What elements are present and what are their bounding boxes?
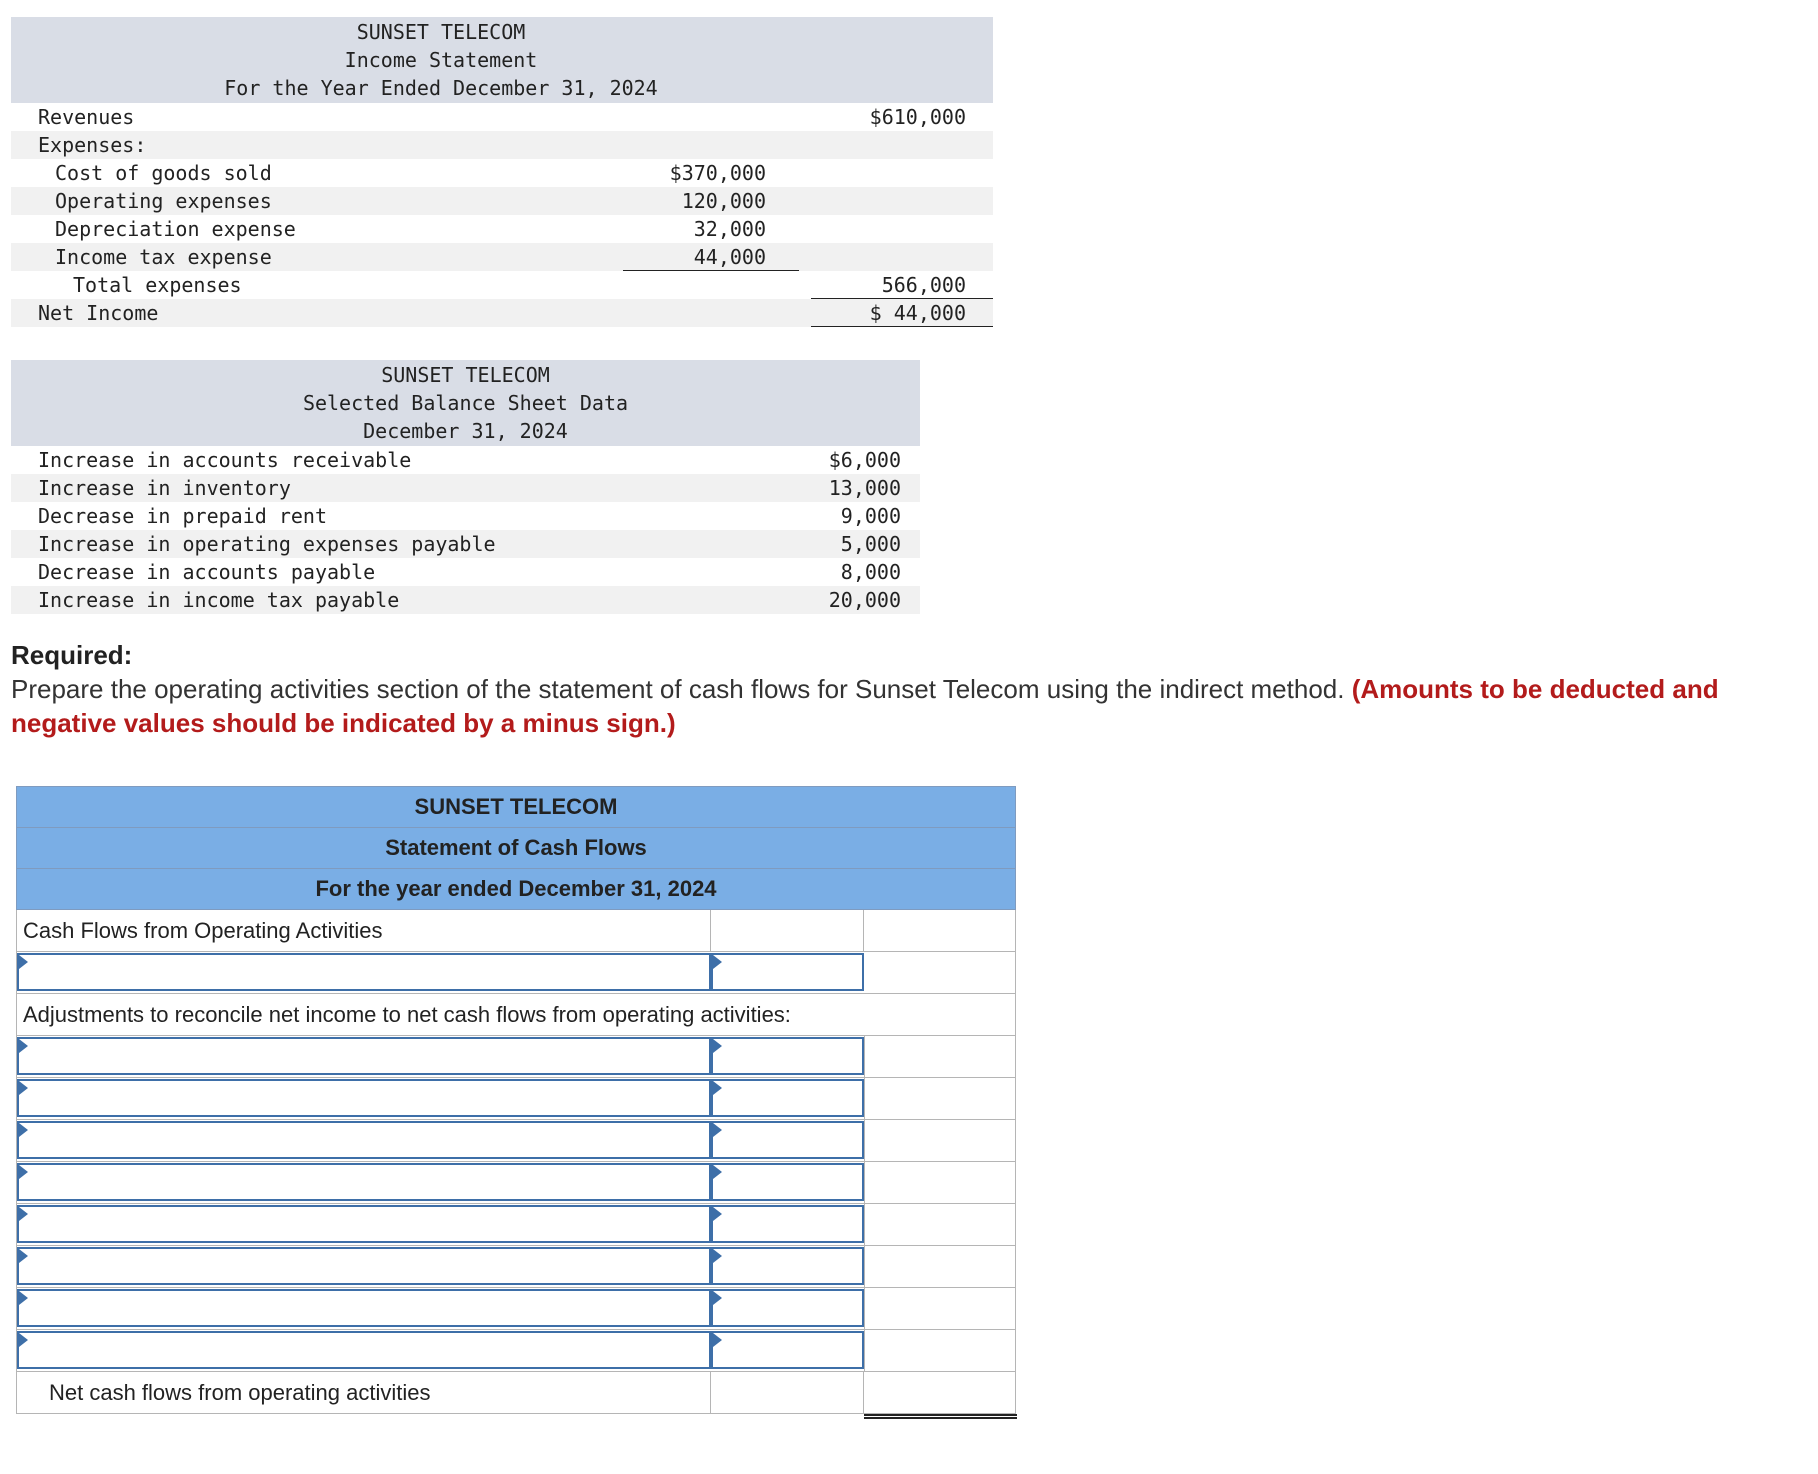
amount-input[interactable] bbox=[711, 1247, 864, 1285]
dropdown-arrow-icon bbox=[713, 1249, 722, 1263]
balance-sheet-table bbox=[11, 360, 920, 614]
required-text: Prepare the operating activities section of the statement of cash flows for Sunset Telecom using the indirect method. bbox=[11, 674, 1345, 704]
input-row bbox=[16, 1246, 1016, 1288]
required-note: (Amounts to be deducted and negative values should be indicated by a minus sign.) bbox=[11, 674, 1719, 738]
balance-sheet-header bbox=[11, 360, 920, 446]
dropdown-arrow-icon bbox=[19, 1249, 28, 1263]
net-income-value: $ 44,000 bbox=[869, 301, 966, 325]
dropdown-arrow-icon bbox=[713, 1165, 722, 1179]
expense-label: Cost of goods sold bbox=[55, 161, 272, 185]
dropdown-arrow-icon bbox=[713, 1123, 722, 1137]
balance-item-value: 5,000 bbox=[840, 532, 901, 556]
dropdown-arrow-icon bbox=[19, 955, 28, 969]
dropdown-arrow-icon bbox=[19, 1039, 28, 1053]
net-income-row bbox=[11, 299, 993, 327]
expense-label: Operating expenses bbox=[55, 189, 272, 213]
income-statement-title: Income Statement bbox=[344, 48, 538, 72]
income-statement-period: For the Year Ended December 31, 2024 bbox=[224, 76, 658, 100]
input-row bbox=[16, 1120, 1016, 1162]
required-title: Required: bbox=[11, 640, 133, 670]
input-row bbox=[16, 1204, 1016, 1246]
net-income-label: Net Income bbox=[38, 301, 159, 325]
input-row bbox=[16, 952, 1016, 994]
balance-item-value: 13,000 bbox=[828, 476, 901, 500]
income-statement-table bbox=[11, 17, 993, 327]
balance-item-row bbox=[11, 558, 920, 586]
revenues-value: $610,000 bbox=[869, 105, 966, 129]
total-expenses-row bbox=[11, 271, 993, 299]
input-row bbox=[16, 1036, 1016, 1078]
dropdown-arrow-icon bbox=[19, 1123, 28, 1137]
balance-sheet-company: SUNSET TELECOM bbox=[381, 363, 550, 387]
dropdown-arrow-icon bbox=[19, 1207, 28, 1221]
balance-item-row bbox=[11, 530, 920, 558]
account-select[interactable] bbox=[17, 1079, 711, 1117]
worksheet-title: Statement of Cash Flows bbox=[16, 828, 1016, 869]
balance-item-label: Increase in accounts receivable bbox=[38, 448, 412, 472]
dropdown-arrow-icon bbox=[19, 1333, 28, 1347]
net-income-rule bbox=[811, 326, 993, 327]
balance-item-label: Increase in operating expenses payable bbox=[38, 532, 496, 556]
required-instructions bbox=[11, 638, 1801, 740]
worksheet-company: SUNSET TELECOM bbox=[16, 786, 1016, 828]
dropdown-arrow-icon bbox=[713, 1207, 722, 1221]
income-statement-company: SUNSET TELECOM bbox=[356, 20, 526, 44]
account-select[interactable] bbox=[17, 1247, 711, 1285]
dropdown-arrow-icon bbox=[713, 1081, 722, 1095]
dropdown-arrow-icon bbox=[713, 1039, 722, 1053]
amount-input[interactable] bbox=[711, 1121, 864, 1159]
input-row bbox=[16, 1330, 1016, 1372]
expense-row bbox=[11, 243, 993, 271]
income-statement-header bbox=[11, 17, 993, 103]
dropdown-arrow-icon bbox=[19, 1291, 28, 1305]
input-row bbox=[16, 1078, 1016, 1120]
dropdown-arrow-icon bbox=[713, 1333, 722, 1347]
balance-item-label: Decrease in prepaid rent bbox=[38, 504, 327, 528]
cash-flow-worksheet bbox=[16, 786, 1016, 1414]
input-row bbox=[16, 1162, 1016, 1204]
balance-item-label: Increase in inventory bbox=[38, 476, 291, 500]
expense-value: $370,000 bbox=[669, 161, 766, 185]
section-label: Cash Flows from Operating Activities bbox=[23, 918, 383, 943]
expense-row bbox=[11, 215, 993, 243]
double-underline bbox=[864, 1414, 1017, 1419]
total-amount-cell[interactable] bbox=[864, 1372, 1017, 1413]
required-body bbox=[11, 672, 1801, 740]
amount-input[interactable] bbox=[711, 1205, 864, 1243]
amount-input[interactable] bbox=[711, 1331, 864, 1369]
adjustments-label-row bbox=[16, 994, 1016, 1036]
amount-input[interactable] bbox=[711, 1037, 864, 1075]
balance-item-value: 20,000 bbox=[828, 588, 901, 612]
balance-item-value: 9,000 bbox=[840, 504, 901, 528]
balance-item-row bbox=[11, 474, 920, 502]
worksheet-period: For the year ended December 31, 2024 bbox=[16, 869, 1016, 910]
amount-input[interactable] bbox=[711, 1289, 864, 1327]
expense-label: Income tax expense bbox=[55, 245, 272, 269]
expense-value: 44,000 bbox=[693, 245, 766, 269]
dropdown-arrow-icon bbox=[713, 1291, 722, 1305]
account-select[interactable] bbox=[17, 1163, 711, 1201]
balance-item-value: $6,000 bbox=[828, 448, 901, 472]
revenues-label: Revenues bbox=[38, 105, 135, 129]
total-expenses-label: Total expenses bbox=[73, 273, 242, 297]
expenses-label: Expenses: bbox=[38, 133, 147, 157]
expense-label: Depreciation expense bbox=[55, 217, 296, 241]
account-select[interactable] bbox=[17, 1205, 711, 1243]
adjustments-label: Adjustments to reconcile net income to net cash flows from operating activities: bbox=[23, 1002, 791, 1027]
account-select[interactable] bbox=[17, 1331, 711, 1369]
balance-item-row bbox=[11, 502, 920, 530]
balance-sheet-title: Selected Balance Sheet Data bbox=[302, 391, 629, 415]
balance-item-label: Decrease in accounts payable bbox=[38, 560, 376, 584]
dropdown-arrow-icon bbox=[713, 955, 722, 969]
amount-input[interactable] bbox=[711, 1079, 864, 1117]
expense-row bbox=[11, 187, 993, 215]
input-row bbox=[16, 1288, 1016, 1330]
balance-item-value: 8,000 bbox=[840, 560, 901, 584]
amount-input[interactable] bbox=[711, 1163, 864, 1201]
account-select[interactable] bbox=[17, 1289, 711, 1327]
dropdown-arrow-icon bbox=[19, 1165, 28, 1179]
account-select[interactable] bbox=[17, 1121, 711, 1159]
expense-row bbox=[11, 159, 993, 187]
balance-item-label: Increase in income tax payable bbox=[38, 588, 400, 612]
balance-sheet-date: December 31, 2024 bbox=[363, 419, 568, 443]
amount-input[interactable] bbox=[711, 953, 864, 991]
expense-value: 32,000 bbox=[693, 217, 766, 241]
expenses-heading-row bbox=[11, 131, 993, 159]
section-label-row bbox=[16, 910, 1016, 952]
expense-value: 120,000 bbox=[681, 189, 766, 213]
balance-item-row bbox=[11, 446, 920, 474]
account-select[interactable] bbox=[17, 953, 711, 991]
total-label: Net cash flows from operating activities bbox=[49, 1380, 431, 1405]
revenues-row bbox=[11, 103, 993, 131]
account-select[interactable] bbox=[17, 1037, 711, 1075]
balance-item-row bbox=[11, 586, 920, 614]
total-row bbox=[16, 1372, 1016, 1414]
total-expenses-value: 566,000 bbox=[881, 273, 966, 297]
dropdown-arrow-icon bbox=[19, 1081, 28, 1095]
